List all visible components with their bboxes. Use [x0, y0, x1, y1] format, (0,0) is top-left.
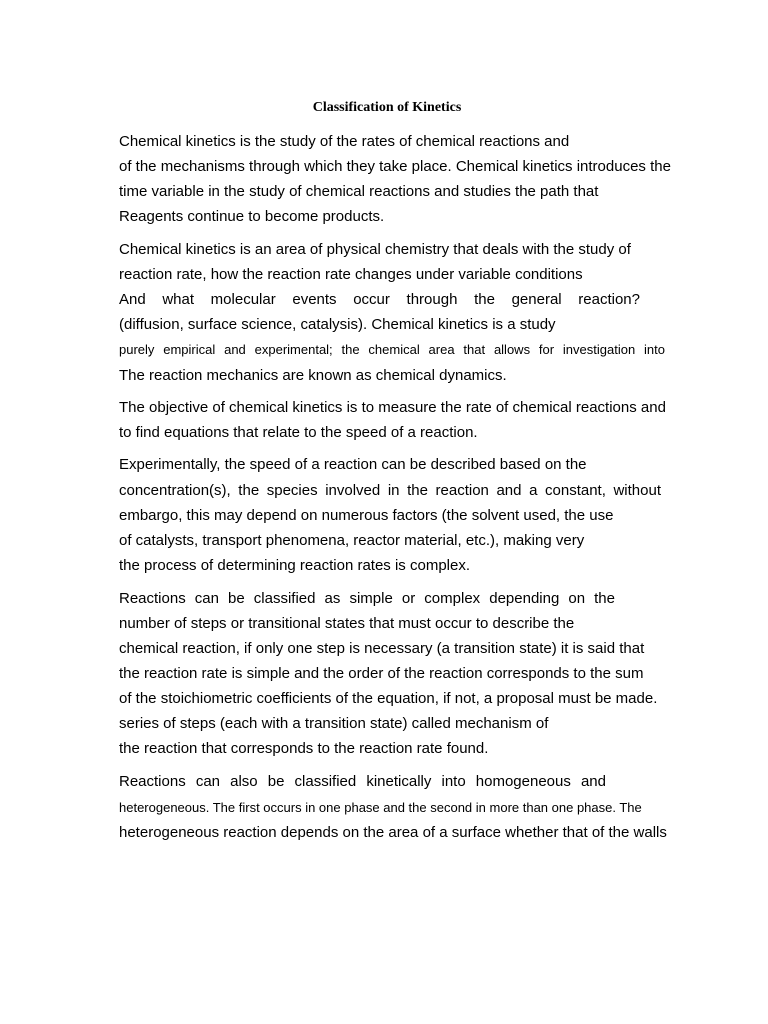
- text-line: Reactions can be classified as simple or complex depending on the: [119, 590, 615, 607]
- text-line: Reagents continue to become products.: [119, 208, 385, 225]
- text-line: Reactions can also be classified kinetically into homogeneous and: [119, 773, 606, 790]
- text-line: to find equations that relate to the speed of a reaction.: [119, 424, 478, 441]
- text-line: of the stoichiometric coefficients of the equation, if not, a proposal must be made.: [119, 690, 658, 707]
- text-line: number of steps or transitional states that must occur to describe the: [119, 615, 575, 632]
- text-line: Experimentally, the speed of a reaction can be described based on the: [119, 456, 587, 473]
- text-line: time variable in the study of chemical reactions and studies the path that: [119, 183, 599, 200]
- text-line: chemical reaction, if only one step is necessary (a transition state) it is said that: [119, 640, 645, 657]
- text-line: And what molecular events occur through the general reaction?: [119, 291, 640, 308]
- text-line: the reaction rate is simple and the order of the reaction corresponds to the sum: [119, 665, 644, 682]
- text-line: (diffusion, surface science, catalysis). Chemical kinetics is a study: [119, 316, 556, 333]
- text-line: Chemical kinetics is an area of physical chemistry that deals with the study of: [119, 241, 631, 258]
- text-line: the process of determining reaction rates is complex.: [119, 557, 470, 574]
- document-title: Classification of Kinetics: [312, 100, 462, 115]
- text-line: concentration(s), the species involved in the reaction and a constant, without: [119, 482, 661, 499]
- text-line: Chemical kinetics is the study of the rates of chemical reactions and: [119, 133, 570, 150]
- text-line: of catalysts, transport phenomena, reactor material, etc.), making very: [119, 532, 585, 549]
- text-line: embargo, this may depend on numerous factors (the solvent used, the use: [119, 507, 614, 524]
- text-line: of the mechanisms through which they take place. Chemical kinetics introduces the: [119, 158, 671, 175]
- text-line: The objective of chemical kinetics is to measure the rate of chemical reactions and: [119, 399, 666, 416]
- text-line: purely empirical and experimental; the chemical area that allows for investigation into: [119, 342, 665, 357]
- text-line: reaction rate, how the reaction rate changes under variable conditions: [119, 266, 583, 283]
- text-line: series of steps (each with a transition state) called mechanism of: [119, 715, 549, 732]
- text-line: the reaction that corresponds to the reaction rate found.: [119, 740, 489, 757]
- text-line: heterogeneous reaction depends on the area of a surface whether that of the walls: [119, 824, 667, 841]
- text-line: heterogeneous. The first occurs in one phase and the second in more than one phase. The: [119, 800, 642, 815]
- text-line: The reaction mechanics are known as chemical dynamics.: [119, 367, 507, 384]
